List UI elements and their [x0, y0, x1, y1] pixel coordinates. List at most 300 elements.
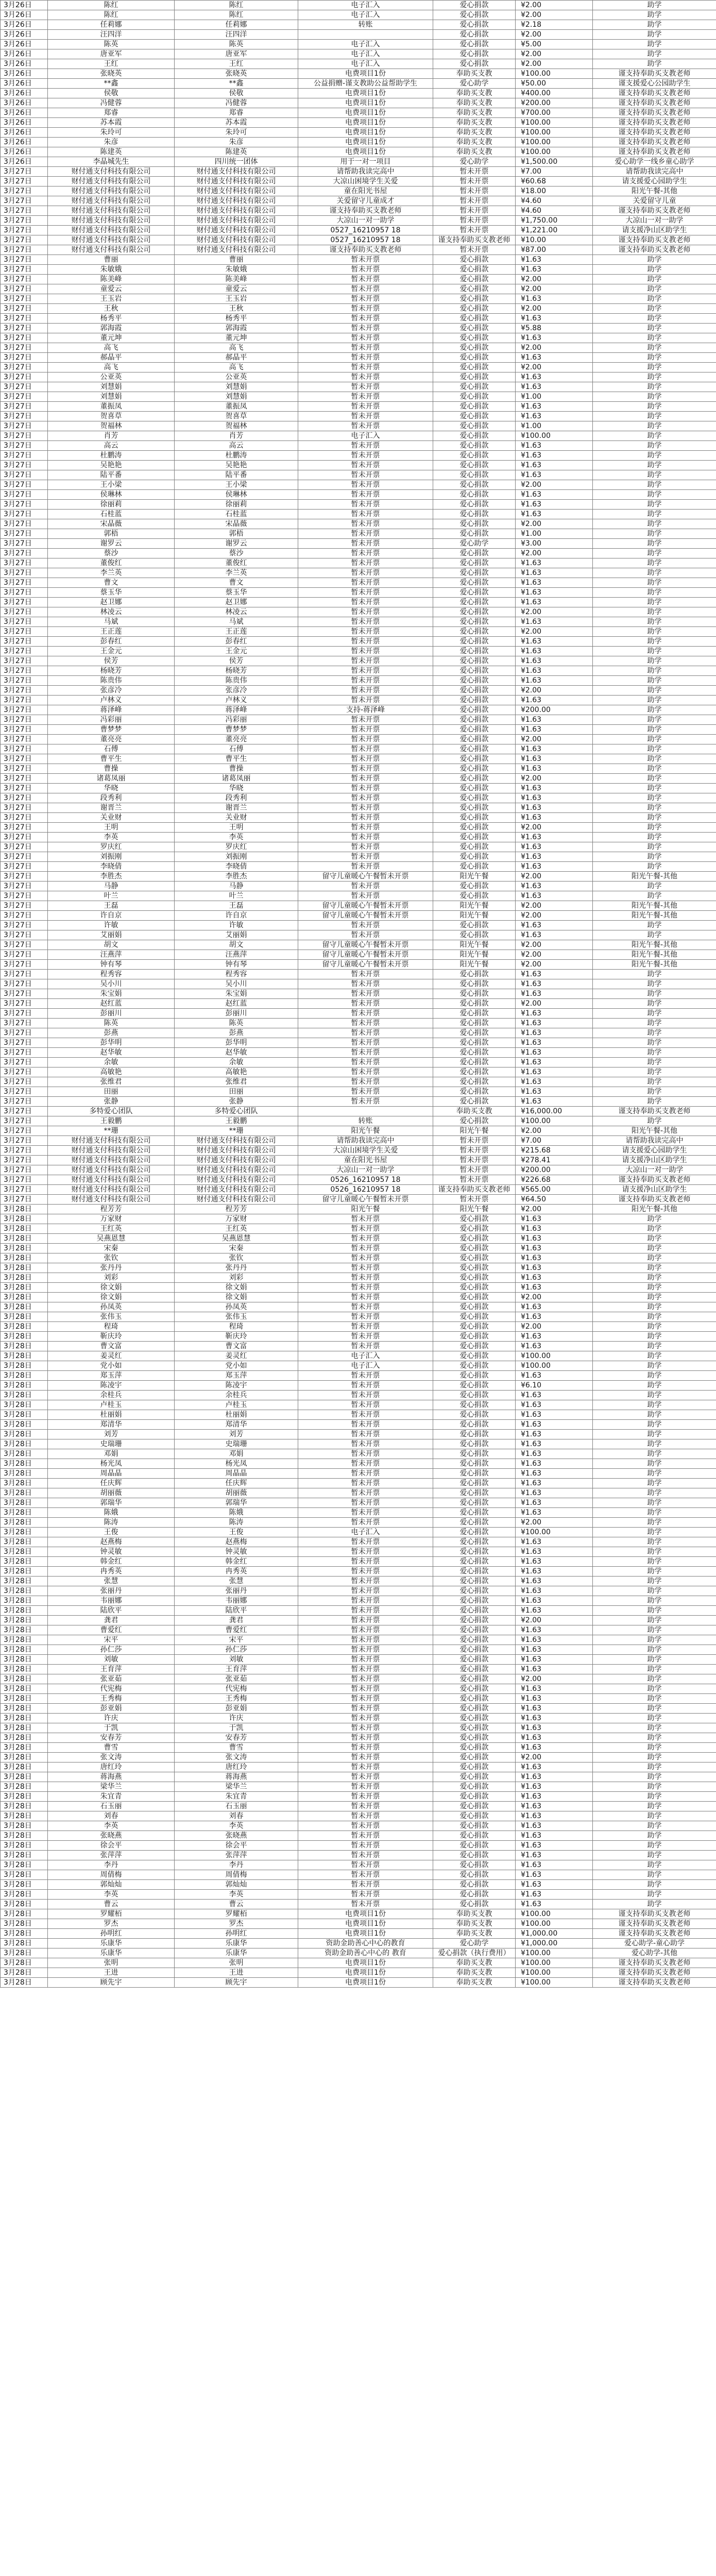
- cell-donor: 王红: [48, 59, 175, 69]
- cell-note: 爱心助学-其他: [593, 1948, 716, 1958]
- cell-payer: **珊: [175, 1126, 298, 1136]
- cell-date: 3月28日: [1, 1381, 48, 1391]
- cell-date: 3月26日: [1, 10, 48, 20]
- cell-note: 助学: [593, 1351, 716, 1361]
- cell-purpose: 爱心捐款: [433, 265, 516, 275]
- cell-donor: 蔡玉华: [48, 588, 175, 598]
- cell-transfer-type: 暂未开票: [298, 539, 433, 549]
- cell-payer: 代宪梅: [175, 1684, 298, 1694]
- cell-donor: 罗庆红: [48, 842, 175, 852]
- table-row: [1, 1665, 716, 1674]
- cell-date: 3月28日: [1, 1714, 48, 1723]
- cell-payer: 董亮亮: [175, 735, 298, 744]
- cell-purpose: 爱心捐款: [433, 451, 516, 461]
- cell-note: 助学: [593, 598, 716, 607]
- table-row: [1, 1253, 716, 1263]
- cell-purpose: 爱心捐款: [433, 1743, 516, 1753]
- cell-note: 助学: [593, 1625, 716, 1635]
- cell-amount: ¥2.00: [516, 1205, 593, 1214]
- cell-donor: 杨秀平: [48, 314, 175, 324]
- table-row: [1, 637, 716, 647]
- table-row: [1, 353, 716, 363]
- cell-amount: ¥2.00: [516, 774, 593, 784]
- cell-note: 助学: [593, 784, 716, 793]
- cell-purpose: 爱心捐款: [433, 1430, 516, 1439]
- cell-transfer-type: 暂未开票: [298, 930, 433, 940]
- table-row: [1, 842, 716, 852]
- table-row: [1, 343, 716, 353]
- cell-purpose: 阳光午餐: [433, 911, 516, 921]
- cell-transfer-type: 电子汇入: [298, 49, 433, 59]
- cell-donor: 靳庆玲: [48, 1332, 175, 1342]
- cell-date: 3月27日: [1, 1077, 48, 1087]
- cell-amount: ¥1.63: [516, 803, 593, 813]
- cell-date: 3月28日: [1, 1214, 48, 1224]
- cell-amount: ¥1,750.00: [516, 216, 593, 226]
- cell-transfer-type: 暂未开票: [298, 1214, 433, 1224]
- table-row: [1, 940, 716, 950]
- cell-purpose: 爱心捐款: [433, 1674, 516, 1684]
- cell-date: 3月27日: [1, 940, 48, 950]
- cell-purpose: 奉助买支教: [433, 98, 516, 108]
- cell-note: 阳光午餐-其他: [593, 950, 716, 960]
- cell-amount: ¥1.63: [516, 1214, 593, 1224]
- cell-transfer-type: 暂未开票: [298, 451, 433, 461]
- table-row: [1, 1802, 716, 1811]
- cell-date: 3月27日: [1, 324, 48, 333]
- cell-payer: 韩金红: [175, 1557, 298, 1567]
- cell-payer: 曹文富: [175, 1342, 298, 1351]
- cell-date: 3月27日: [1, 1048, 48, 1058]
- cell-date: 3月28日: [1, 1449, 48, 1459]
- cell-donor: 余敏: [48, 1058, 175, 1067]
- cell-amount: ¥1.63: [516, 1811, 593, 1821]
- cell-note: 请支援净山区助学生: [593, 1156, 716, 1165]
- cell-note: 助学: [593, 833, 716, 842]
- cell-amount: ¥100.00: [516, 1978, 593, 1988]
- cell-date: 3月28日: [1, 1459, 48, 1469]
- cell-donor: 郑玉萍: [48, 1371, 175, 1381]
- cell-amount: ¥1.63: [516, 1077, 593, 1087]
- cell-donor: 财付通支付科技有限公司: [48, 1195, 175, 1205]
- cell-date: 3月27日: [1, 715, 48, 725]
- cell-transfer-type: 暂未开票: [298, 1263, 433, 1273]
- cell-date: 3月27日: [1, 774, 48, 784]
- cell-amount: ¥60.68: [516, 177, 593, 187]
- cell-date: 3月28日: [1, 1224, 48, 1234]
- cell-transfer-type: 资助金助善心中心的 教育: [298, 1948, 433, 1958]
- cell-amount: ¥278.41: [516, 1156, 593, 1165]
- cell-purpose: 爱心捐款: [433, 1586, 516, 1596]
- table-row: [1, 1038, 716, 1048]
- cell-purpose: 奉助买支教: [433, 89, 516, 98]
- cell-amount: ¥1.63: [516, 1508, 593, 1518]
- cell-purpose: 爱心捐款: [433, 1557, 516, 1567]
- cell-payer: 党小如: [175, 1361, 298, 1371]
- table-row: [1, 421, 716, 431]
- table-row: [1, 1890, 716, 1900]
- cell-payer: 财付通支付科技有限公司: [175, 196, 298, 206]
- cell-date: 3月28日: [1, 1948, 48, 1958]
- cell-transfer-type: 暂未开票: [298, 774, 433, 784]
- cell-note: 助学: [593, 558, 716, 568]
- cell-amount: ¥100.00: [516, 138, 593, 147]
- cell-purpose: 爱心捐款: [433, 1577, 516, 1586]
- cell-date: 3月27日: [1, 999, 48, 1009]
- cell-payer: 宋秦: [175, 1244, 298, 1253]
- cell-payer: 杜鹏涛: [175, 451, 298, 461]
- cell-date: 3月26日: [1, 98, 48, 108]
- cell-note: 阳光午餐-其他: [593, 940, 716, 950]
- cell-note: 助学: [593, 979, 716, 989]
- cell-transfer-type: 暂未开票: [298, 588, 433, 598]
- cell-donor: 侯敬: [48, 89, 175, 98]
- cell-payer: 李英: [175, 833, 298, 842]
- cell-payer: 曹丽: [175, 255, 298, 265]
- cell-transfer-type: 用于一对一项目: [298, 157, 433, 167]
- cell-payer: 郑玉萍: [175, 1371, 298, 1381]
- cell-date: 3月28日: [1, 1606, 48, 1616]
- cell-date: 3月27日: [1, 979, 48, 989]
- cell-payer: 于凯: [175, 1723, 298, 1733]
- cell-note: 助学: [593, 284, 716, 294]
- cell-purpose: 爱心捐款: [433, 1860, 516, 1870]
- cell-payer: 谢罗云: [175, 539, 298, 549]
- cell-note: 谨支持奉助买支教老师: [593, 1195, 716, 1205]
- cell-transfer-type: 暂未开票: [298, 676, 433, 686]
- cell-amount: ¥1.63: [516, 451, 593, 461]
- cell-transfer-type: 电费项目1份: [298, 1929, 433, 1939]
- table-row: [1, 1577, 716, 1586]
- cell-note: 谨支持奉助买支教老师: [593, 147, 716, 157]
- cell-date: 3月26日: [1, 49, 48, 59]
- cell-date: 3月27日: [1, 627, 48, 637]
- cell-date: 3月28日: [1, 1361, 48, 1371]
- cell-donor: 王红英: [48, 1224, 175, 1234]
- cell-date: 3月27日: [1, 578, 48, 588]
- cell-donor: 王秋: [48, 304, 175, 314]
- cell-payer: 卢桂玉: [175, 1400, 298, 1410]
- cell-purpose: 爱心捐款: [433, 30, 516, 40]
- cell-donor: 朱玲可: [48, 128, 175, 138]
- cell-transfer-type: 大凉山一对一助学: [298, 1165, 433, 1175]
- cell-date: 3月27日: [1, 568, 48, 578]
- table-row: [1, 500, 716, 510]
- cell-note: 助学: [593, 470, 716, 480]
- cell-date: 3月27日: [1, 216, 48, 226]
- cell-transfer-type: 暂未开票: [298, 1606, 433, 1616]
- table-row: [1, 686, 716, 696]
- table-row: [1, 1508, 716, 1518]
- cell-payer: 刘振刚: [175, 852, 298, 862]
- cell-date: 3月28日: [1, 1263, 48, 1273]
- cell-payer: 财付通支付科技有限公司: [175, 216, 298, 226]
- cell-transfer-type: 暂未开票: [298, 1459, 433, 1469]
- cell-transfer-type: 电子汇入: [298, 1351, 433, 1361]
- cell-payer: 汪燕萍: [175, 950, 298, 960]
- cell-note: 助学: [593, 1557, 716, 1567]
- table-row: [1, 461, 716, 470]
- cell-payer: 陈凌宇: [175, 1381, 298, 1391]
- cell-purpose: 爱心捐款: [433, 989, 516, 999]
- cell-note: 助学: [593, 265, 716, 275]
- cell-purpose: 爱心捐款: [433, 1371, 516, 1381]
- cell-transfer-type: 暂未开票: [298, 1067, 433, 1077]
- cell-donor: 王明: [48, 823, 175, 833]
- cell-transfer-type: 暂未开票: [298, 1302, 433, 1312]
- cell-payer: 钟灵敏: [175, 1547, 298, 1557]
- cell-transfer-type: 暂未开票: [298, 558, 433, 568]
- cell-purpose: 爱心捐款: [433, 500, 516, 510]
- cell-purpose: 爱心捐款: [433, 1488, 516, 1498]
- table-row: [1, 607, 716, 617]
- table-row: [1, 1293, 716, 1302]
- cell-transfer-type: 电费项目1份: [298, 69, 433, 79]
- cell-note: 助学: [593, 656, 716, 666]
- cell-date: 3月27日: [1, 1156, 48, 1165]
- cell-transfer-type: 暂未开票: [298, 275, 433, 284]
- cell-date: 3月28日: [1, 1488, 48, 1498]
- cell-transfer-type: [298, 1107, 433, 1116]
- cell-transfer-type: 留守儿童暖心午餐暂未开票: [298, 960, 433, 970]
- cell-note: 阳光午餐-其他: [593, 187, 716, 196]
- cell-date: 3月27日: [1, 226, 48, 235]
- cell-date: 3月28日: [1, 1244, 48, 1253]
- cell-payer: 谢晋兰: [175, 803, 298, 813]
- cell-note: 阳光午餐-其他: [593, 872, 716, 882]
- cell-transfer-type: 暂未开票: [298, 1635, 433, 1645]
- table-row: [1, 363, 716, 372]
- table-body: [1, 1, 716, 1988]
- cell-purpose: 爱心捐款: [433, 588, 516, 598]
- table-row: [1, 1547, 716, 1557]
- cell-date: 3月28日: [1, 1958, 48, 1968]
- cell-payer: 罗庆红: [175, 842, 298, 852]
- cell-transfer-type: 暂未开票: [298, 1762, 433, 1772]
- cell-date: 3月28日: [1, 1420, 48, 1430]
- cell-transfer-type: 童在阳光书屋: [298, 1156, 433, 1165]
- cell-date: 3月28日: [1, 1890, 48, 1900]
- table-row: [1, 1674, 716, 1684]
- cell-note: 关爱留守儿童: [593, 196, 716, 206]
- cell-date: 3月27日: [1, 284, 48, 294]
- cell-purpose: 爱心捐款: [433, 1772, 516, 1782]
- cell-payer: 蒋泽峰: [175, 705, 298, 715]
- cell-date: 3月27日: [1, 607, 48, 617]
- cell-donor: 财付通支付科技有限公司: [48, 167, 175, 177]
- cell-payer: 曹操: [175, 764, 298, 774]
- cell-note: 助学: [593, 255, 716, 265]
- cell-transfer-type: 暂未开票: [298, 598, 433, 607]
- cell-donor: 财付通支付科技有限公司: [48, 1175, 175, 1185]
- cell-payer: 王进: [175, 1968, 298, 1978]
- cell-amount: ¥2.00: [516, 1616, 593, 1625]
- table-row: [1, 1234, 716, 1244]
- cell-payer: 张静: [175, 1097, 298, 1107]
- cell-date: 3月27日: [1, 1165, 48, 1175]
- cell-transfer-type: 支持-蒋泽峰: [298, 705, 433, 715]
- cell-date: 3月28日: [1, 1351, 48, 1361]
- table-row: [1, 1, 716, 10]
- cell-date: 3月27日: [1, 1058, 48, 1067]
- cell-purpose: 爱心捐款: [433, 1459, 516, 1469]
- cell-date: 3月27日: [1, 989, 48, 999]
- cell-amount: ¥2.00: [516, 343, 593, 353]
- cell-transfer-type: 电费项目1份: [298, 118, 433, 128]
- cell-purpose: 爱心捐款: [433, 1077, 516, 1087]
- cell-note: 助学: [593, 20, 716, 30]
- cell-purpose: 爱心捐款: [433, 705, 516, 715]
- cell-note: 大凉山一对一助学: [593, 216, 716, 226]
- cell-note: 助学: [593, 343, 716, 353]
- cell-donor: 郭灿灿: [48, 1880, 175, 1890]
- cell-transfer-type: 暂未开票: [298, 1694, 433, 1704]
- cell-date: 3月28日: [1, 1665, 48, 1674]
- cell-note: 助学: [593, 324, 716, 333]
- cell-purpose: 爱心捐款: [433, 1625, 516, 1635]
- cell-note: 助学: [593, 578, 716, 588]
- cell-date: 3月26日: [1, 157, 48, 167]
- cell-purpose: 爱心捐款: [433, 862, 516, 872]
- cell-note: 助学: [593, 304, 716, 314]
- cell-amount: ¥100.00: [516, 1968, 593, 1978]
- cell-amount: ¥565.00: [516, 1185, 593, 1195]
- cell-purpose: 暂未开票: [433, 206, 516, 216]
- cell-transfer-type: 电费项目1份: [298, 98, 433, 108]
- cell-payer: 贺喜草: [175, 412, 298, 421]
- cell-payer: 董振凤: [175, 402, 298, 412]
- table-row: [1, 1743, 716, 1753]
- cell-amount: ¥1.63: [516, 382, 593, 392]
- cell-donor: 罗杰: [48, 1919, 175, 1929]
- cell-note: 助学: [593, 989, 716, 999]
- cell-transfer-type: 暂未开票: [298, 578, 433, 588]
- cell-purpose: 爱心捐款: [433, 1263, 516, 1273]
- cell-note: 助学: [593, 1851, 716, 1860]
- table-row: [1, 1596, 716, 1606]
- cell-purpose: 爱心捐款: [433, 343, 516, 353]
- cell-purpose: 爱心捐款: [433, 353, 516, 363]
- cell-payer: 刘慧娟: [175, 392, 298, 402]
- cell-purpose: 爱心捐款: [433, 1537, 516, 1547]
- cell-transfer-type: 暂未开票: [298, 333, 433, 343]
- table-row: [1, 696, 716, 705]
- cell-purpose: 爱心捐款: [433, 1498, 516, 1508]
- cell-purpose: 阳光午餐: [433, 950, 516, 960]
- cell-donor: 唐亚军: [48, 49, 175, 59]
- cell-donor: 财付通支付科技有限公司: [48, 245, 175, 255]
- cell-donor: 李晶城先生: [48, 157, 175, 167]
- table-row: [1, 1342, 716, 1351]
- cell-transfer-type: 暂未开票: [298, 392, 433, 402]
- table-row: [1, 206, 716, 216]
- cell-transfer-type: 电费项目1份: [298, 1958, 433, 1968]
- cell-transfer-type: 暂未开票: [298, 265, 433, 275]
- cell-amount: ¥1.63: [516, 588, 593, 598]
- cell-transfer-type: 暂未开票: [298, 1439, 433, 1449]
- cell-transfer-type: 暂未开票: [298, 1028, 433, 1038]
- cell-amount: ¥1.63: [516, 372, 593, 382]
- cell-transfer-type: 0527_16210957 18: [298, 235, 433, 245]
- table-row: [1, 1185, 716, 1195]
- cell-date: 3月28日: [1, 1635, 48, 1645]
- cell-donor: 党小如: [48, 1361, 175, 1371]
- cell-purpose: 奉助买支教: [433, 128, 516, 138]
- cell-transfer-type: 暂未开票: [298, 1567, 433, 1577]
- cell-transfer-type: 留守儿童暖心午餐暂未开票: [298, 950, 433, 960]
- cell-transfer-type: 暂未开票: [298, 607, 433, 617]
- table-row: [1, 128, 716, 138]
- cell-date: 3月28日: [1, 1909, 48, 1919]
- cell-note: 助学: [593, 1762, 716, 1772]
- cell-purpose: 爱心捐款: [433, 333, 516, 343]
- cell-donor: 赵华敏: [48, 1048, 175, 1058]
- cell-amount: ¥100.00: [516, 1958, 593, 1968]
- cell-purpose: 爱心捐款: [433, 1508, 516, 1518]
- cell-donor: 郭梧: [48, 529, 175, 539]
- cell-payer: 陈英: [175, 40, 298, 49]
- cell-date: 3月27日: [1, 382, 48, 392]
- cell-date: 3月27日: [1, 187, 48, 196]
- cell-date: 3月27日: [1, 842, 48, 852]
- cell-date: 3月27日: [1, 793, 48, 803]
- cell-date: 3月28日: [1, 1557, 48, 1567]
- table-row: [1, 1361, 716, 1371]
- cell-donor: 陈英: [48, 1019, 175, 1028]
- cell-amount: ¥50.00: [516, 79, 593, 89]
- cell-transfer-type: 暂未开票: [298, 1038, 433, 1048]
- cell-transfer-type: 暂未开票: [298, 284, 433, 294]
- cell-transfer-type: 电费项目1份: [298, 108, 433, 118]
- cell-transfer-type: 暂未开票: [298, 842, 433, 852]
- cell-purpose: 爱心捐款: [433, 568, 516, 578]
- cell-payer: 高敏艳: [175, 1067, 298, 1077]
- cell-payer: 龚君: [175, 1616, 298, 1625]
- cell-donor: 张静: [48, 1097, 175, 1107]
- cell-date: 3月28日: [1, 1939, 48, 1948]
- cell-purpose: 奉助买支教: [433, 138, 516, 147]
- cell-note: 谨支持奉助买支教老师: [593, 118, 716, 128]
- cell-transfer-type: 转账: [298, 20, 433, 30]
- cell-transfer-type: 暂未开票: [298, 1518, 433, 1528]
- cell-donor: 张晓燕: [48, 1831, 175, 1841]
- cell-amount: ¥87.00: [516, 245, 593, 255]
- cell-donor: 李英: [48, 1890, 175, 1900]
- cell-transfer-type: 暂未开票: [298, 823, 433, 833]
- cell-purpose: 爱心捐款: [433, 1704, 516, 1714]
- table-row: [1, 177, 716, 187]
- cell-payer: 曹云: [175, 1900, 298, 1909]
- cell-purpose: 爱心捐款: [433, 1518, 516, 1528]
- cell-transfer-type: 暂未开票: [298, 637, 433, 647]
- table-row: [1, 852, 716, 862]
- table-row: [1, 1028, 716, 1038]
- cell-payer: 张丹丹: [175, 1263, 298, 1273]
- cell-purpose: 爱心捐款: [433, 725, 516, 735]
- cell-transfer-type: 暂未开票: [298, 1537, 433, 1547]
- cell-note: 助学: [593, 1635, 716, 1645]
- table-row: [1, 147, 716, 157]
- table-row: [1, 49, 716, 59]
- table-row: [1, 1753, 716, 1762]
- cell-payer: 朱彦: [175, 138, 298, 147]
- cell-purpose: 奉助买支教: [433, 69, 516, 79]
- cell-amount: ¥2.00: [516, 607, 593, 617]
- cell-amount: ¥100.00: [516, 69, 593, 79]
- cell-note: 阳光午餐-其他: [593, 911, 716, 921]
- cell-transfer-type: 暂未开票: [298, 1420, 433, 1430]
- cell-amount: ¥1.63: [516, 1606, 593, 1616]
